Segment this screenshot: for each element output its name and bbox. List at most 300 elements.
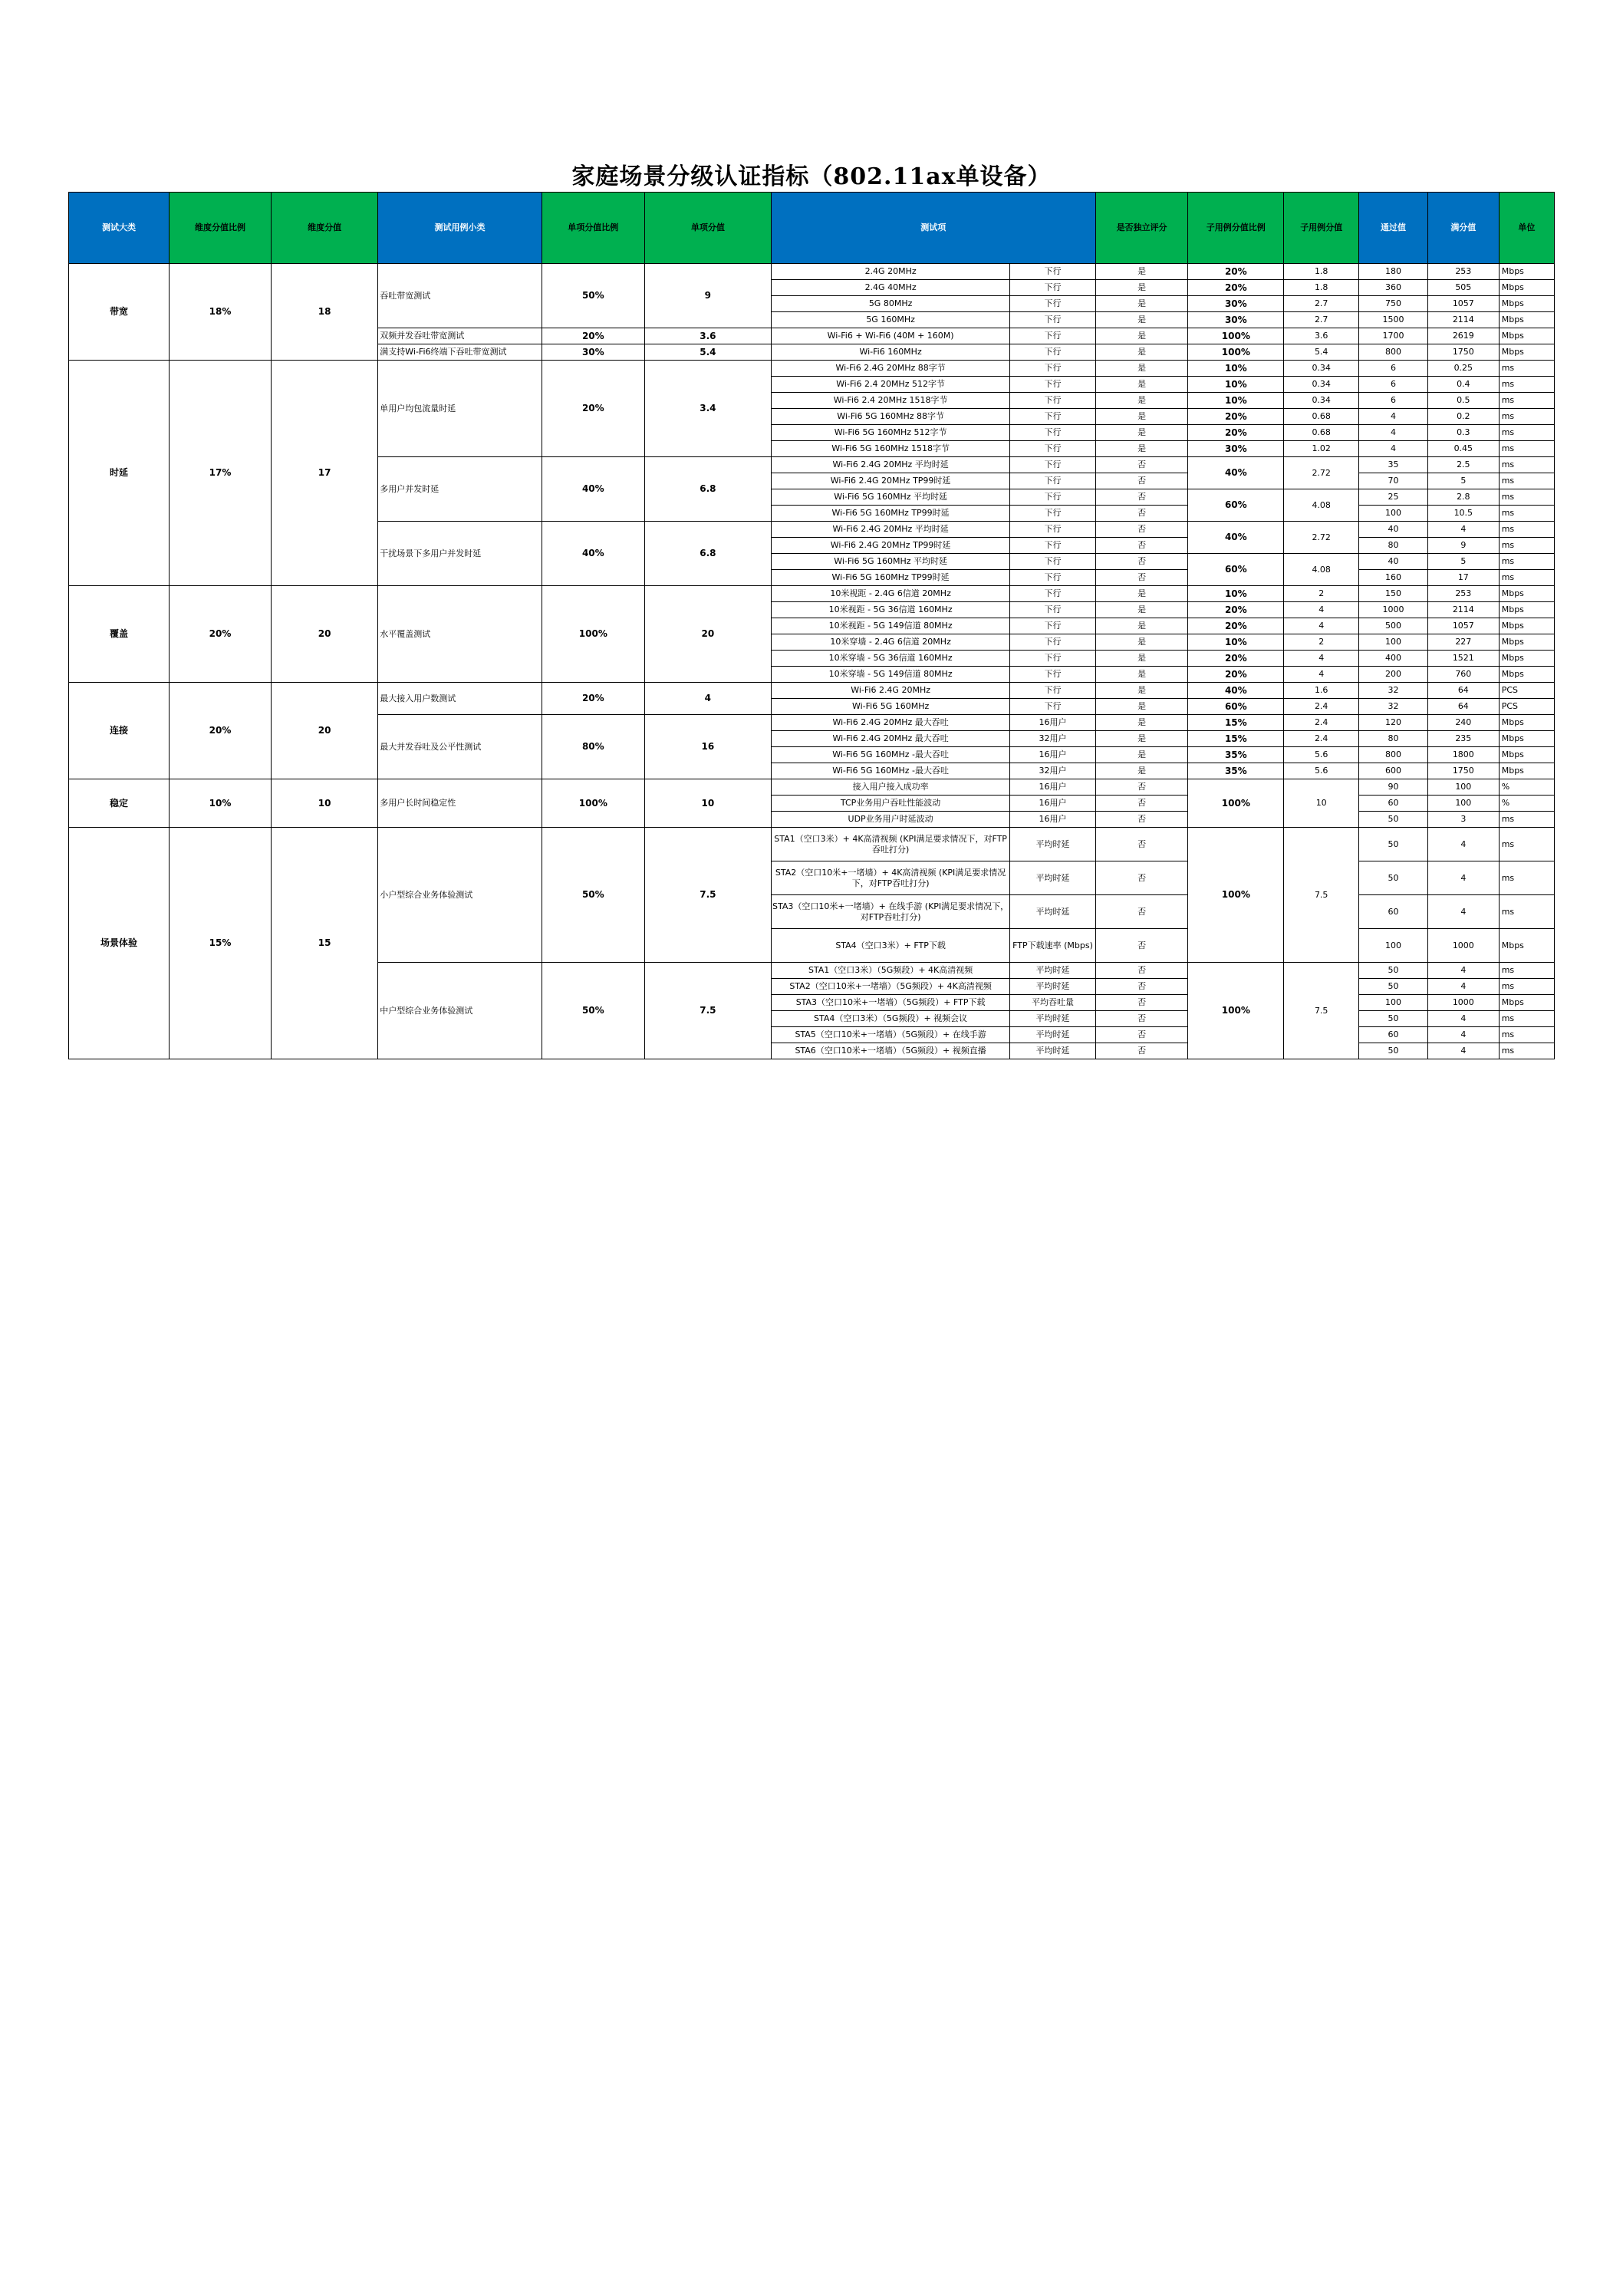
full-value-cell: 5 xyxy=(1427,554,1499,570)
subcase-ratio-cell: 40% xyxy=(1188,683,1284,699)
unit-cell: Mbps xyxy=(1499,634,1554,651)
unit-cell: ms xyxy=(1499,457,1554,473)
unit-cell: ms xyxy=(1499,425,1554,441)
test-direction-cell: 下行 xyxy=(1010,538,1095,554)
test-direction-cell: 下行 xyxy=(1010,361,1095,377)
pass-value-cell: 80 xyxy=(1359,538,1428,554)
full-value-cell: 64 xyxy=(1427,683,1499,699)
unit-cell: PCS xyxy=(1499,683,1554,699)
pass-value-cell: 100 xyxy=(1359,995,1428,1011)
full-value-cell: 2.8 xyxy=(1427,489,1499,506)
test-direction-cell: 16用户 xyxy=(1010,796,1095,812)
test-item-cell: Wi-Fi6 5G 160MHz 512字节 xyxy=(771,425,1009,441)
pass-value-cell: 4 xyxy=(1359,425,1428,441)
full-value-cell: 9 xyxy=(1427,538,1499,554)
item-ratio-cell: 30% xyxy=(542,344,644,361)
full-value-cell: 227 xyxy=(1427,634,1499,651)
dimension-ratio-cell: 20% xyxy=(169,586,271,683)
unit-cell: ms xyxy=(1499,473,1554,489)
full-value-cell: 1000 xyxy=(1427,995,1499,1011)
full-value-cell: 240 xyxy=(1427,715,1499,731)
independent-cell: 否 xyxy=(1095,979,1188,995)
item-ratio-cell: 40% xyxy=(542,522,644,586)
dimension-score-cell: 17 xyxy=(272,361,378,586)
subcase-ratio-cell: 100% xyxy=(1188,328,1284,344)
subcase-score-cell: 2 xyxy=(1284,586,1359,602)
independent-cell: 否 xyxy=(1095,929,1188,963)
test-item-cell: Wi-Fi6 2.4G 20MHz 最大吞吐 xyxy=(771,731,1009,747)
full-value-cell: 1000 xyxy=(1427,929,1499,963)
unit-cell: ms xyxy=(1499,963,1554,979)
full-value-cell: 253 xyxy=(1427,264,1499,280)
test-item-cell: TCP业务用户吞吐性能波动 xyxy=(771,796,1009,812)
unit-cell: ms xyxy=(1499,812,1554,828)
independent-cell: 是 xyxy=(1095,393,1188,409)
test-item-cell: Wi-Fi6 2.4G 20MHz TP99时延 xyxy=(771,538,1009,554)
test-item-cell: Wi-Fi6 2.4G 20MHz TP99时延 xyxy=(771,473,1009,489)
pass-value-cell: 180 xyxy=(1359,264,1428,280)
unit-cell: ms xyxy=(1499,861,1554,895)
category-cell: 带宽 xyxy=(69,264,170,361)
subcategory-cell: 单用户均包流量时延 xyxy=(378,361,542,457)
full-value-cell: 3 xyxy=(1427,812,1499,828)
unit-cell: ms xyxy=(1499,441,1554,457)
subcase-score-cell: 4 xyxy=(1284,602,1359,618)
subcase-score-cell: 0.68 xyxy=(1284,409,1359,425)
independent-cell: 是 xyxy=(1095,602,1188,618)
full-value-cell: 0.2 xyxy=(1427,409,1499,425)
subcase-ratio-cell: 20% xyxy=(1188,425,1284,441)
test-direction-cell: 下行 xyxy=(1010,586,1095,602)
test-direction-cell: 下行 xyxy=(1010,618,1095,634)
test-direction-cell: 下行 xyxy=(1010,489,1095,506)
test-item-cell: STA3（空口10米+一堵墙）（5G频段）+ FTP下载 xyxy=(771,995,1009,1011)
full-value-cell: 0.25 xyxy=(1427,361,1499,377)
table-row xyxy=(69,361,1555,377)
test-direction-cell: 平均时延 xyxy=(1010,895,1095,929)
test-direction-cell: 16用户 xyxy=(1010,715,1095,731)
test-direction-cell: 下行 xyxy=(1010,409,1095,425)
pass-value-cell: 400 xyxy=(1359,651,1428,667)
subcategory-cell: 双频并发吞吐带宽测试 xyxy=(378,328,542,344)
test-direction-cell: 下行 xyxy=(1010,554,1095,570)
unit-cell: Mbps xyxy=(1499,328,1554,344)
subcategory-cell: 水平覆盖测试 xyxy=(378,586,542,683)
subcase-ratio-cell: 10% xyxy=(1188,634,1284,651)
pass-value-cell: 1500 xyxy=(1359,312,1428,328)
unit-cell: Mbps xyxy=(1499,747,1554,763)
full-value-cell: 2114 xyxy=(1427,602,1499,618)
header-test-item: 测试项 xyxy=(771,193,1095,264)
unit-cell: Mbps xyxy=(1499,651,1554,667)
subcategory-cell: 满支持Wi-Fi6终端下吞吐带宽测试 xyxy=(378,344,542,361)
unit-cell: PCS xyxy=(1499,699,1554,715)
subcase-ratio-cell: 30% xyxy=(1188,296,1284,312)
unit-cell: Mbps xyxy=(1499,280,1554,296)
unit-cell: ms xyxy=(1499,828,1554,861)
pass-value-cell: 50 xyxy=(1359,1011,1428,1027)
independent-cell: 否 xyxy=(1095,554,1188,570)
test-item-cell: Wi-Fi6 2.4G 20MHz 最大吞吐 xyxy=(771,715,1009,731)
item-score-cell: 5.4 xyxy=(644,344,771,361)
test-item-cell: 10米视距 - 5G 149信道 80MHz xyxy=(771,618,1009,634)
test-item-cell: Wi-Fi6 5G 160MHz xyxy=(771,699,1009,715)
test-item-cell: STA4（空口3米）（5G频段）+ 视频会议 xyxy=(771,1011,1009,1027)
subcase-ratio-cell: 100% xyxy=(1188,963,1284,1059)
pass-value-cell: 100 xyxy=(1359,634,1428,651)
dimension-score-cell: 20 xyxy=(272,586,378,683)
subcase-score-cell: 5.4 xyxy=(1284,344,1359,361)
item-score-cell: 7.5 xyxy=(644,828,771,963)
unit-cell: ms xyxy=(1499,570,1554,586)
subcase-score-cell: 0.34 xyxy=(1284,361,1359,377)
subcategory-cell: 最大并发吞吐及公平性测试 xyxy=(378,715,542,779)
test-direction-cell: 平均吞吐量 xyxy=(1010,995,1095,1011)
subcase-ratio-cell: 20% xyxy=(1188,409,1284,425)
pass-value-cell: 50 xyxy=(1359,828,1428,861)
pass-value-cell: 50 xyxy=(1359,812,1428,828)
subcase-ratio-cell: 15% xyxy=(1188,715,1284,731)
test-item-cell: 5G 80MHz xyxy=(771,296,1009,312)
header-category: 测试大类 xyxy=(69,193,170,264)
independent-cell: 是 xyxy=(1095,344,1188,361)
item-ratio-cell: 50% xyxy=(542,264,644,328)
test-item-cell: 10米视距 - 2.4G 6信道 20MHz xyxy=(771,586,1009,602)
subcase-score-cell: 1.8 xyxy=(1284,280,1359,296)
test-item-cell: Wi-Fi6 2.4G 20MHz xyxy=(771,683,1009,699)
subcase-ratio-cell: 10% xyxy=(1188,586,1284,602)
table-row xyxy=(69,779,1555,796)
unit-cell: Mbps xyxy=(1499,995,1554,1011)
independent-cell: 是 xyxy=(1095,328,1188,344)
subcase-score-cell: 4.08 xyxy=(1284,554,1359,586)
pass-value-cell: 35 xyxy=(1359,457,1428,473)
subcase-ratio-cell: 30% xyxy=(1188,312,1284,328)
pass-value-cell: 50 xyxy=(1359,861,1428,895)
independent-cell: 是 xyxy=(1095,586,1188,602)
test-direction-cell: 平均时延 xyxy=(1010,963,1095,979)
dimension-ratio-cell: 10% xyxy=(169,779,271,828)
subcase-score-cell: 2.72 xyxy=(1284,457,1359,489)
independent-cell: 是 xyxy=(1095,377,1188,393)
subcase-ratio-cell: 15% xyxy=(1188,731,1284,747)
full-value-cell: 4 xyxy=(1427,979,1499,995)
full-value-cell: 0.4 xyxy=(1427,377,1499,393)
test-item-cell: 10米穿墙 - 2.4G 6信道 20MHz xyxy=(771,634,1009,651)
item-ratio-cell: 80% xyxy=(542,715,644,779)
test-direction-cell: 平均时延 xyxy=(1010,979,1095,995)
test-direction-cell: 下行 xyxy=(1010,699,1095,715)
item-score-cell: 6.8 xyxy=(644,522,771,586)
item-score-cell: 16 xyxy=(644,715,771,779)
pass-value-cell: 6 xyxy=(1359,377,1428,393)
test-direction-cell: 下行 xyxy=(1010,441,1095,457)
subcase-score-cell: 5.6 xyxy=(1284,763,1359,779)
category-cell: 覆盖 xyxy=(69,586,170,683)
test-direction-cell: 下行 xyxy=(1010,651,1095,667)
subcase-ratio-cell: 20% xyxy=(1188,651,1284,667)
independent-cell: 是 xyxy=(1095,715,1188,731)
pass-value-cell: 750 xyxy=(1359,296,1428,312)
test-direction-cell: 下行 xyxy=(1010,280,1095,296)
full-value-cell: 100 xyxy=(1427,796,1499,812)
full-value-cell: 17 xyxy=(1427,570,1499,586)
full-value-cell: 10.5 xyxy=(1427,506,1499,522)
independent-cell: 否 xyxy=(1095,570,1188,586)
dimension-score-cell: 18 xyxy=(272,264,378,361)
test-item-cell: Wi-Fi6 2.4 20MHz 1518字节 xyxy=(771,393,1009,409)
subcase-ratio-cell: 10% xyxy=(1188,361,1284,377)
header-dimension-ratio: 维度分值比例 xyxy=(169,193,271,264)
pass-value-cell: 600 xyxy=(1359,763,1428,779)
unit-cell: % xyxy=(1499,796,1554,812)
subcase-score-cell: 2.4 xyxy=(1284,715,1359,731)
pass-value-cell: 1000 xyxy=(1359,602,1428,618)
independent-cell: 否 xyxy=(1095,538,1188,554)
test-direction-cell: 下行 xyxy=(1010,683,1095,699)
full-value-cell: 1521 xyxy=(1427,651,1499,667)
pass-value-cell: 360 xyxy=(1359,280,1428,296)
subcategory-cell: 吞吐带宽测试 xyxy=(378,264,542,328)
independent-cell: 是 xyxy=(1095,634,1188,651)
unit-cell: Mbps xyxy=(1499,312,1554,328)
full-value-cell: 0.5 xyxy=(1427,393,1499,409)
unit-cell: Mbps xyxy=(1499,264,1554,280)
full-value-cell: 2.5 xyxy=(1427,457,1499,473)
full-value-cell: 4 xyxy=(1427,963,1499,979)
test-direction-cell: 下行 xyxy=(1010,328,1095,344)
unit-cell: ms xyxy=(1499,554,1554,570)
pass-value-cell: 1700 xyxy=(1359,328,1428,344)
full-value-cell: 100 xyxy=(1427,779,1499,796)
table-row xyxy=(69,683,1555,699)
unit-cell: ms xyxy=(1499,1043,1554,1059)
independent-cell: 否 xyxy=(1095,812,1188,828)
dimension-ratio-cell: 20% xyxy=(169,683,271,779)
subcase-score-cell: 5.6 xyxy=(1284,747,1359,763)
certification-table xyxy=(68,192,1555,1059)
unit-cell: Mbps xyxy=(1499,929,1554,963)
test-direction-cell: 平均时延 xyxy=(1010,1011,1095,1027)
page-title: 家庭场景分级认证指标（802.11ax单设备） xyxy=(571,163,1052,190)
unit-cell: ms xyxy=(1499,409,1554,425)
independent-cell: 否 xyxy=(1095,1011,1188,1027)
category-cell: 连接 xyxy=(69,683,170,779)
item-score-cell: 9 xyxy=(644,264,771,328)
full-value-cell: 1800 xyxy=(1427,747,1499,763)
test-direction-cell: 下行 xyxy=(1010,667,1095,683)
independent-cell: 是 xyxy=(1095,747,1188,763)
subcase-score-cell: 1.02 xyxy=(1284,441,1359,457)
test-item-cell: STA1（空口3米）+ 4K高清视频 (KPI满足要求情况下，对FTP吞吐打分) xyxy=(771,828,1009,861)
header-subcase-score: 子用例分值 xyxy=(1284,193,1359,264)
test-direction-cell: 16用户 xyxy=(1010,779,1095,796)
header-subcategory: 测试用例小类 xyxy=(378,193,542,264)
independent-cell: 是 xyxy=(1095,667,1188,683)
test-direction-cell: 平均时延 xyxy=(1010,828,1095,861)
full-value-cell: 4 xyxy=(1427,1027,1499,1043)
dimension-score-cell: 10 xyxy=(272,779,378,828)
full-value-cell: 1750 xyxy=(1427,344,1499,361)
subcase-ratio-cell: 20% xyxy=(1188,618,1284,634)
subcase-score-cell: 2.7 xyxy=(1284,312,1359,328)
independent-cell: 否 xyxy=(1095,796,1188,812)
subcase-score-cell: 0.68 xyxy=(1284,425,1359,441)
independent-cell: 否 xyxy=(1095,522,1188,538)
full-value-cell: 64 xyxy=(1427,699,1499,715)
unit-cell: ms xyxy=(1499,377,1554,393)
pass-value-cell: 60 xyxy=(1359,1027,1428,1043)
unit-cell: % xyxy=(1499,779,1554,796)
pass-value-cell: 70 xyxy=(1359,473,1428,489)
unit-cell: Mbps xyxy=(1499,731,1554,747)
pass-value-cell: 80 xyxy=(1359,731,1428,747)
test-item-cell: Wi-Fi6 5G 160MHz TP99时延 xyxy=(771,570,1009,586)
subcase-score-cell: 1.8 xyxy=(1284,264,1359,280)
independent-cell: 是 xyxy=(1095,296,1188,312)
test-item-cell: Wi-Fi6 2.4G 20MHz 平均时延 xyxy=(771,457,1009,473)
independent-cell: 是 xyxy=(1095,683,1188,699)
item-ratio-cell: 50% xyxy=(542,828,644,963)
unit-cell: Mbps xyxy=(1499,715,1554,731)
full-value-cell: 0.45 xyxy=(1427,441,1499,457)
item-score-cell: 20 xyxy=(644,586,771,683)
test-item-cell: Wi-Fi6 5G 160MHz 平均时延 xyxy=(771,554,1009,570)
category-cell: 时延 xyxy=(69,361,170,586)
item-ratio-cell: 50% xyxy=(542,963,644,1059)
independent-cell: 否 xyxy=(1095,1043,1188,1059)
item-ratio-cell: 20% xyxy=(542,361,644,457)
unit-cell: ms xyxy=(1499,522,1554,538)
unit-cell: ms xyxy=(1499,1027,1554,1043)
header-pass-value: 通过值 xyxy=(1359,193,1428,264)
unit-cell: Mbps xyxy=(1499,618,1554,634)
subcase-score-cell: 1.6 xyxy=(1284,683,1359,699)
item-score-cell: 10 xyxy=(644,779,771,828)
full-value-cell: 235 xyxy=(1427,731,1499,747)
test-item-cell: UDP业务用户时延波动 xyxy=(771,812,1009,828)
test-direction-cell: 下行 xyxy=(1010,312,1095,328)
pass-value-cell: 60 xyxy=(1359,895,1428,929)
independent-cell: 是 xyxy=(1095,731,1188,747)
subcase-score-cell: 7.5 xyxy=(1284,828,1359,963)
test-item-cell: STA1（空口3米）（5G频段）+ 4K高清视频 xyxy=(771,963,1009,979)
unit-cell: Mbps xyxy=(1499,586,1554,602)
dimension-score-cell: 20 xyxy=(272,683,378,779)
subcase-ratio-cell: 35% xyxy=(1188,763,1284,779)
table-body xyxy=(69,264,1555,1059)
table-row xyxy=(69,586,1555,602)
subcase-ratio-cell: 10% xyxy=(1188,393,1284,409)
subcase-ratio-cell: 60% xyxy=(1188,554,1284,586)
subcategory-cell: 最大接入用户数测试 xyxy=(378,683,542,715)
test-direction-cell: 下行 xyxy=(1010,634,1095,651)
pass-value-cell: 4 xyxy=(1359,441,1428,457)
subcase-score-cell: 4 xyxy=(1284,651,1359,667)
item-score-cell: 3.4 xyxy=(644,361,771,457)
unit-cell: Mbps xyxy=(1499,667,1554,683)
subcase-score-cell: 2.4 xyxy=(1284,699,1359,715)
unit-cell: ms xyxy=(1499,1011,1554,1027)
test-item-cell: Wi-Fi6 2.4G 20MHz 88字节 xyxy=(771,361,1009,377)
full-value-cell: 505 xyxy=(1427,280,1499,296)
subcategory-cell: 小户型综合业务体验测试 xyxy=(378,828,542,963)
pass-value-cell: 800 xyxy=(1359,747,1428,763)
subcategory-cell: 多用户并发时延 xyxy=(378,457,542,522)
subcase-score-cell: 4 xyxy=(1284,667,1359,683)
pass-value-cell: 50 xyxy=(1359,1043,1428,1059)
test-direction-cell: 下行 xyxy=(1010,344,1095,361)
pass-value-cell: 25 xyxy=(1359,489,1428,506)
test-item-cell: Wi-Fi6 2.4G 20MHz 平均时延 xyxy=(771,522,1009,538)
full-value-cell: 2619 xyxy=(1427,328,1499,344)
header-item-ratio: 单项分值比例 xyxy=(542,193,644,264)
dimension-ratio-cell: 18% xyxy=(169,264,271,361)
test-item-cell: STA2（空口10米+一堵墙）（5G频段）+ 4K高清视频 xyxy=(771,979,1009,995)
subcase-score-cell: 0.34 xyxy=(1284,393,1359,409)
pass-value-cell: 60 xyxy=(1359,796,1428,812)
category-cell: 稳定 xyxy=(69,779,170,828)
test-direction-cell: 32用户 xyxy=(1010,763,1095,779)
test-direction-cell: 下行 xyxy=(1010,506,1095,522)
independent-cell: 是 xyxy=(1095,312,1188,328)
category-cell: 场景体验 xyxy=(69,828,170,1059)
subcategory-cell: 中户型综合业务体验测试 xyxy=(378,963,542,1059)
subcategory-cell: 干扰场景下多用户并发时延 xyxy=(378,522,542,586)
test-item-cell: 2.4G 20MHz xyxy=(771,264,1009,280)
test-item-cell: Wi-Fi6 160MHz xyxy=(771,344,1009,361)
independent-cell: 否 xyxy=(1095,457,1188,473)
test-item-cell: Wi-Fi6 5G 160MHz -最大吞吐 xyxy=(771,747,1009,763)
dimension-score-cell: 15 xyxy=(272,828,378,1059)
independent-cell: 是 xyxy=(1095,699,1188,715)
test-item-cell: 10米穿墙 - 5G 149信道 80MHz xyxy=(771,667,1009,683)
test-direction-cell: 下行 xyxy=(1010,473,1095,489)
independent-cell: 否 xyxy=(1095,1027,1188,1043)
pass-value-cell: 32 xyxy=(1359,683,1428,699)
independent-cell: 是 xyxy=(1095,361,1188,377)
independent-cell: 是 xyxy=(1095,763,1188,779)
test-direction-cell: 下行 xyxy=(1010,457,1095,473)
test-item-cell: STA2（空口10米+一堵墙）+ 4K高清视频 (KPI满足要求情况下，对FTP吞吐打分) xyxy=(771,861,1009,895)
independent-cell: 否 xyxy=(1095,828,1188,861)
test-item-cell: Wi-Fi6 5G 160MHz 1518字节 xyxy=(771,441,1009,457)
test-direction-cell: FTP下载速率 (Mbps) xyxy=(1010,929,1095,963)
header-dimension-score: 维度分值 xyxy=(272,193,378,264)
full-value-cell: 4 xyxy=(1427,861,1499,895)
independent-cell: 是 xyxy=(1095,264,1188,280)
unit-cell: ms xyxy=(1499,489,1554,506)
table-row xyxy=(69,828,1555,861)
pass-value-cell: 100 xyxy=(1359,506,1428,522)
test-direction-cell: 下行 xyxy=(1010,522,1095,538)
independent-cell: 否 xyxy=(1095,963,1188,979)
full-value-cell: 4 xyxy=(1427,1011,1499,1027)
independent-cell: 是 xyxy=(1095,651,1188,667)
test-item-cell: STA3（空口10米+一堵墙）+ 在线手游 (KPI满足要求情况下，对FTP吞吐打分) xyxy=(771,895,1009,929)
header-subcase-ratio: 子用例分值比例 xyxy=(1188,193,1284,264)
unit-cell: Mbps xyxy=(1499,344,1554,361)
header-item-score: 单项分值 xyxy=(644,193,771,264)
item-ratio-cell: 20% xyxy=(542,328,644,344)
item-ratio-cell: 40% xyxy=(542,457,644,522)
pass-value-cell: 50 xyxy=(1359,963,1428,979)
test-item-cell: 10米穿墙 - 5G 36信道 160MHz xyxy=(771,651,1009,667)
subcase-ratio-cell: 20% xyxy=(1188,602,1284,618)
full-value-cell: 0.3 xyxy=(1427,425,1499,441)
unit-cell: Mbps xyxy=(1499,763,1554,779)
item-score-cell: 3.6 xyxy=(644,328,771,344)
